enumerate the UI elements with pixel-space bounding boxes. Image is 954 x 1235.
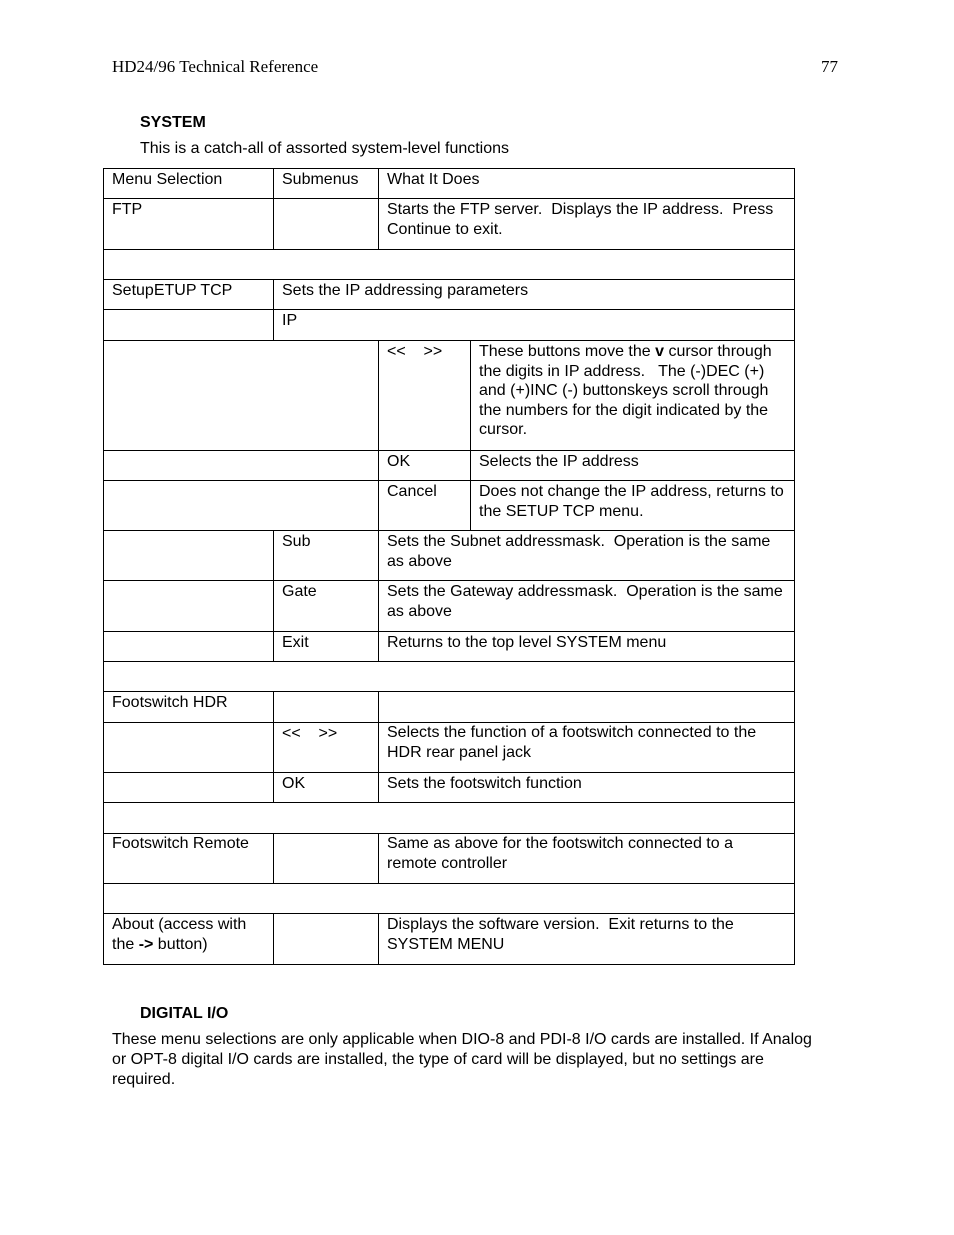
row-gate-description: Sets the Gateway addressmask. Operation is the same as above: [387, 583, 788, 620]
row-ip-cancel-button: Cancel: [387, 483, 437, 500]
header-submenus: Submenus: [282, 171, 359, 188]
header-menu-selection: Menu Selection: [112, 171, 223, 188]
row-fs-ok-description: Sets the footswitch function: [387, 775, 582, 792]
row-about-description: Displays the software version. Exit returns to the SYSTEM MENU: [387, 916, 739, 953]
page-number: 77: [821, 57, 838, 76]
row-exit-submenu: Exit: [282, 634, 309, 651]
row-ip-ok-button: OK: [387, 453, 411, 470]
row-fs-arrows-description: Selects the function of a footswitch connected to the HDR rear panel jack: [387, 724, 761, 761]
row-setup-tcp-selection: SetupETUP TCP: [112, 282, 233, 299]
row-setup-tcp-description: Sets the IP addressing parameters: [282, 282, 529, 299]
row-ip-cancel-description: Does not change the IP address, returns to the SETUP TCP menu.: [479, 483, 789, 520]
row-sub-submenu: Sub: [282, 533, 311, 550]
row-gate-submenu: Gate: [282, 583, 317, 600]
row-fs-arrows-submenu: << >>: [282, 725, 338, 742]
row-ip-submenu: IP: [282, 312, 298, 329]
row-sub-description: Sets the Subnet addressmask. Operation is the same as above: [387, 533, 775, 570]
system-intro: This is a catch-all of assorted system-level functions: [140, 140, 510, 157]
row-ip-arrows-buttons: << >>: [387, 343, 443, 360]
document-title: HD24/96 Technical Reference: [112, 57, 319, 76]
system-heading: SYSTEM: [140, 114, 206, 131]
row-exit-description: Returns to the top level SYSTEM menu: [387, 634, 667, 651]
row-ip-ok-description: Selects the IP address: [479, 453, 639, 470]
row-fs-ok-submenu: OK: [282, 775, 306, 792]
row-ip-arrows-description: These buttons move the v cursor through the digits in IP address. The (-)DEC (+) and (+)INC (-) buttonskeys scroll through the numbers for the digit indicated by the cursor.: [479, 343, 777, 439]
system-menu-table: [103, 168, 795, 965]
row-footswitch-remote-description: Same as above for the footswitch connected to a remote controller: [387, 835, 738, 872]
row-ftp-selection: FTP: [112, 201, 143, 218]
row-footswitch-remote-selection: Footswitch Remote: [112, 835, 249, 852]
row-about-selection: About (access with the -> button): [112, 916, 251, 953]
row-ftp-description: Starts the FTP server. Displays the IP address. Press Continue to exit.: [387, 201, 778, 238]
row-footswitch-hdr-selection: Footswitch HDR: [112, 694, 228, 711]
header-what-it-does: What It Does: [387, 171, 480, 188]
digital-io-heading: DIGITAL I/O: [140, 1005, 229, 1022]
running-header: [112, 57, 838, 79]
digital-io-body: These menu selections are only applicable when DIO-8 and PDI-8 I/O cards are installed. If Analog or OPT-8 digital I/O cards are installed, the type of card will be displayed, but no settings are required.: [112, 1031, 812, 1088]
